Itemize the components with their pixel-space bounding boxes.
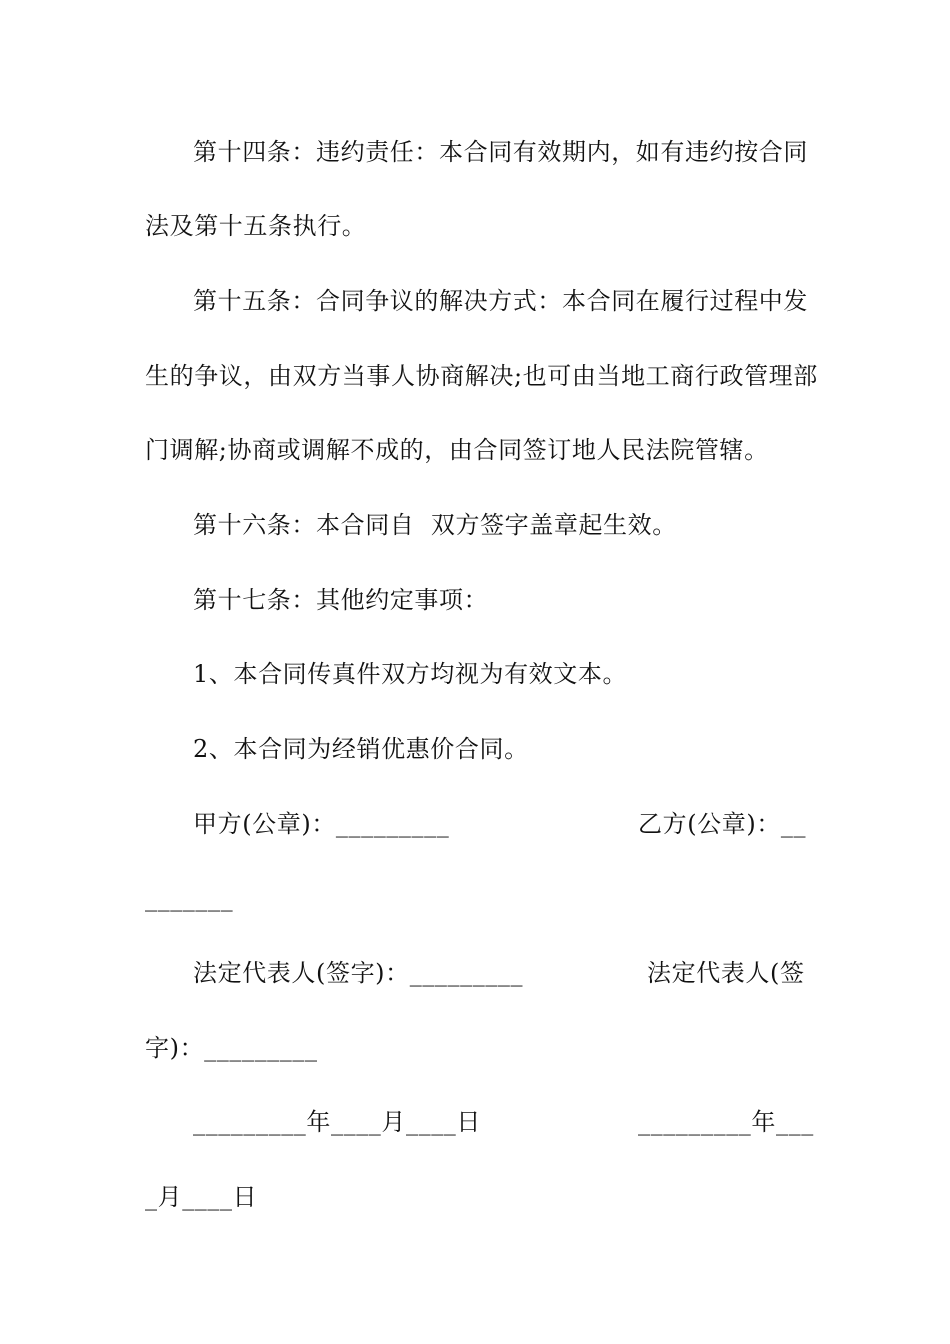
party-b-representative: 法定代表人(签 [647,959,805,987]
article-15-line-2: 生的争议，由双方当事人协商解决;也可由当地工商行政管理部 [145,362,818,390]
party-b-date: _________年___ [638,1108,814,1136]
party-b-representative-continued: 字)：_________ [145,1034,318,1062]
article-14-line-2: 法及第十五条执行。 [145,212,367,240]
party-a-seal: 甲方(公章)：_________ [193,810,450,838]
article-16: 第十六条：本合同自 双方签字盖章起生效。 [193,511,677,539]
party-b-seal-continued: _______ [145,884,234,912]
party-a-representative: 法定代表人(签字)：_________ [193,959,524,987]
article-17-item-2: 2、本合同为经销优惠价合同。 [193,735,529,763]
article-14-line-1: 第十四条：违约责任：本合同有效期内，如有违约按合同 [193,138,808,166]
article-15-line-1: 第十五条：合同争议的解决方式：本合同在履行过程中发 [193,287,808,315]
article-17-item-1: 1、本合同传真件双方均视为有效文本。 [193,660,628,688]
party-a-date: _________年____月____日 [193,1108,481,1136]
party-b-date-continued: _月____日 [145,1183,258,1211]
article-15-line-3: 门调解;协商或调解不成的，由合同签订地人民法院管辖。 [145,436,769,464]
article-17: 第十七条：其他约定事项： [193,586,489,614]
party-b-seal: 乙方(公章)：__ [638,810,807,838]
